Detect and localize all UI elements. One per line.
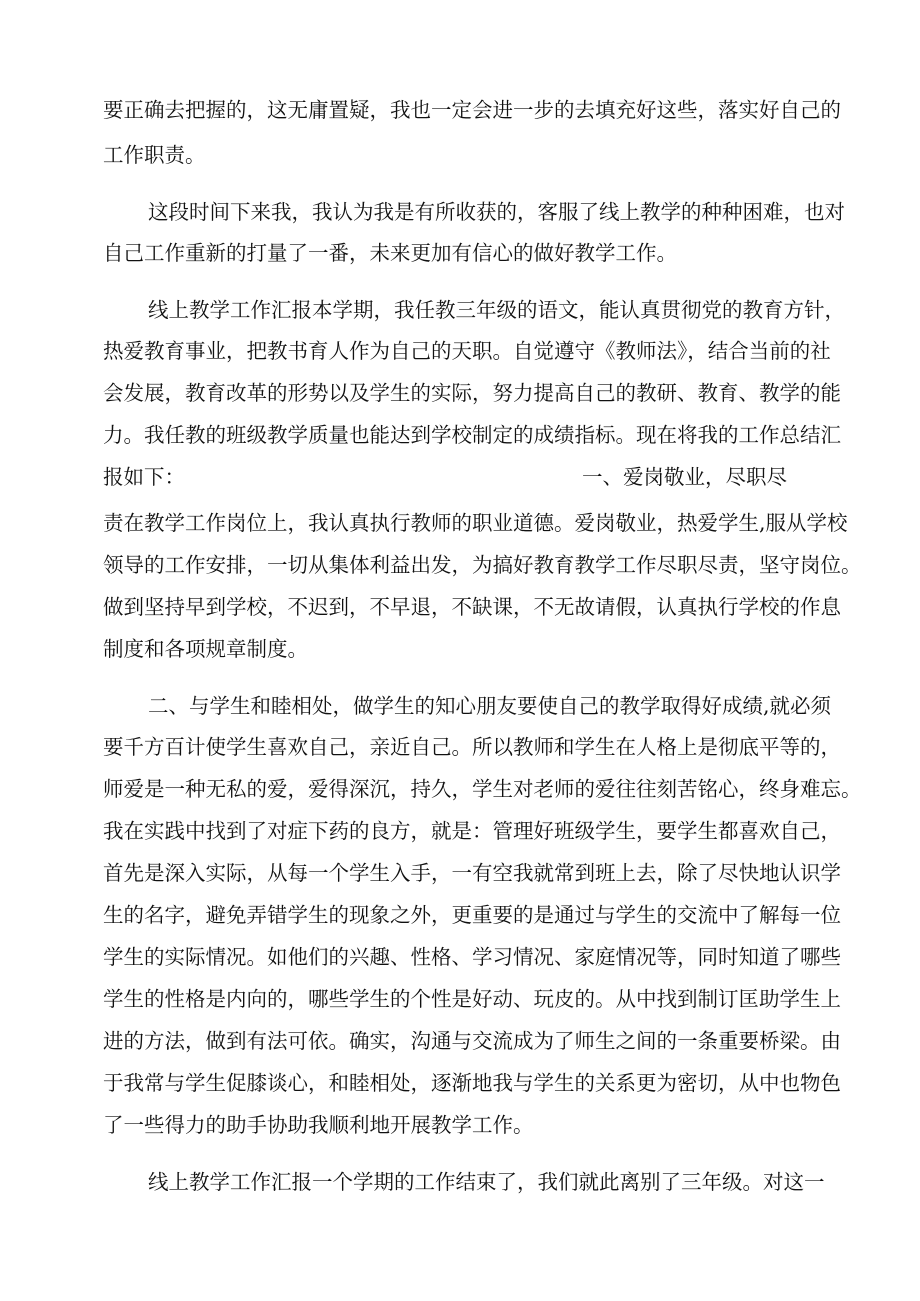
text-line: 报如下： (103, 465, 185, 489)
text-line: 力。我任教的班级教学质量也能达到学校制定的成绩指标。现在将我的工作总结汇 (103, 423, 841, 447)
text-line: 责在教学工作岗位上，我认真执行教师的职业道德。爱岗敬业，热爱学生,服从学校 (103, 511, 848, 535)
text-line: 线上教学工作汇报一个学期的工作结束了，我们就此离别了三年级。对这一 (148, 1170, 825, 1194)
text-line: 工作职责。 (103, 143, 206, 167)
text-line: 制度和各项规章制度。 (103, 637, 308, 661)
text-line: 了一些得力的助手协助我顺利地开展教学工作。 (103, 1113, 534, 1137)
text-line: 进的方法，做到有法可依。确实，沟通与交流成为了师生之间的一条重要桥梁。由 (103, 1029, 841, 1053)
text-line: 热爱教育事业，把教书育人作为自己的天职。自觉遵守《教师法》，结合当前的社 (103, 339, 831, 363)
text-line: 自己工作重新的打量了一番，未来更加有信心的做好教学工作。 (103, 241, 677, 265)
text-line: 领导的工作安排，一切从集体利益出发，为搞好教育教学工作尽职尽责，坚守岗位。 (103, 553, 862, 577)
text-line: 要千方百计使学生喜欢自己，亲近自己。所以教师和学生在人格上是彻底平等的， (103, 735, 841, 759)
text-line: 要正确去把握的，这无庸置疑，我也一定会进一步的去填充好这些，落实好自己的 (103, 98, 841, 122)
text-line: 于我常与学生促膝谈心，和睦相处，逐渐地我与学生的关系更为密切，从中也物色 (103, 1071, 841, 1095)
text-line: 学生的实际情况。如他们的兴趣、性格、学习情况、家庭情况等，同时知道了哪些 (103, 945, 841, 969)
text-line: 做到坚持早到学校，不迟到，不早退，不缺课，不无故请假，认真执行学校的作息 (103, 595, 841, 619)
text-line: 学生的性格是内向的，哪些学生的个性是好动、玩皮的。从中找到制订匡助学生上 (103, 987, 841, 1011)
text-line: 生的名字，避免弄错学生的现象之外，更重要的是通过与学生的交流中了解每一位 (103, 903, 841, 927)
text-line: 这段时间下来我，我认为我是有所收获的，客服了线上教学的种种困难，也对 (148, 200, 845, 224)
text-line: 线上教学工作汇报本学期，我任教三年级的语文，能认真贯彻党的教育方针， (148, 298, 845, 322)
text-line: 会发展，教育改革的形势以及学生的实际，努力提高自己的教研、教育、教学的能 (103, 381, 841, 405)
text-line: 二、与学生和睦相处，做学生的知心朋友要使自己的教学取得好成绩,就必须 (148, 694, 832, 718)
text-line: 师爱是一种无私的爱，爱得深沉，持久，学生对老师的爱往往刻苦铭心，终身难忘。 (103, 777, 862, 801)
text-line: 我在实践中找到了对症下药的良方，就是：管理好班级学生，要学生都喜欢自己， (103, 819, 841, 843)
text-line: 首先是深入实际，从每一个学生入手，一有空我就常到班上去，除了尽快地认识学 (103, 861, 841, 885)
section-heading-line: 一、爱岗敬业，尽职尽 (582, 465, 787, 489)
